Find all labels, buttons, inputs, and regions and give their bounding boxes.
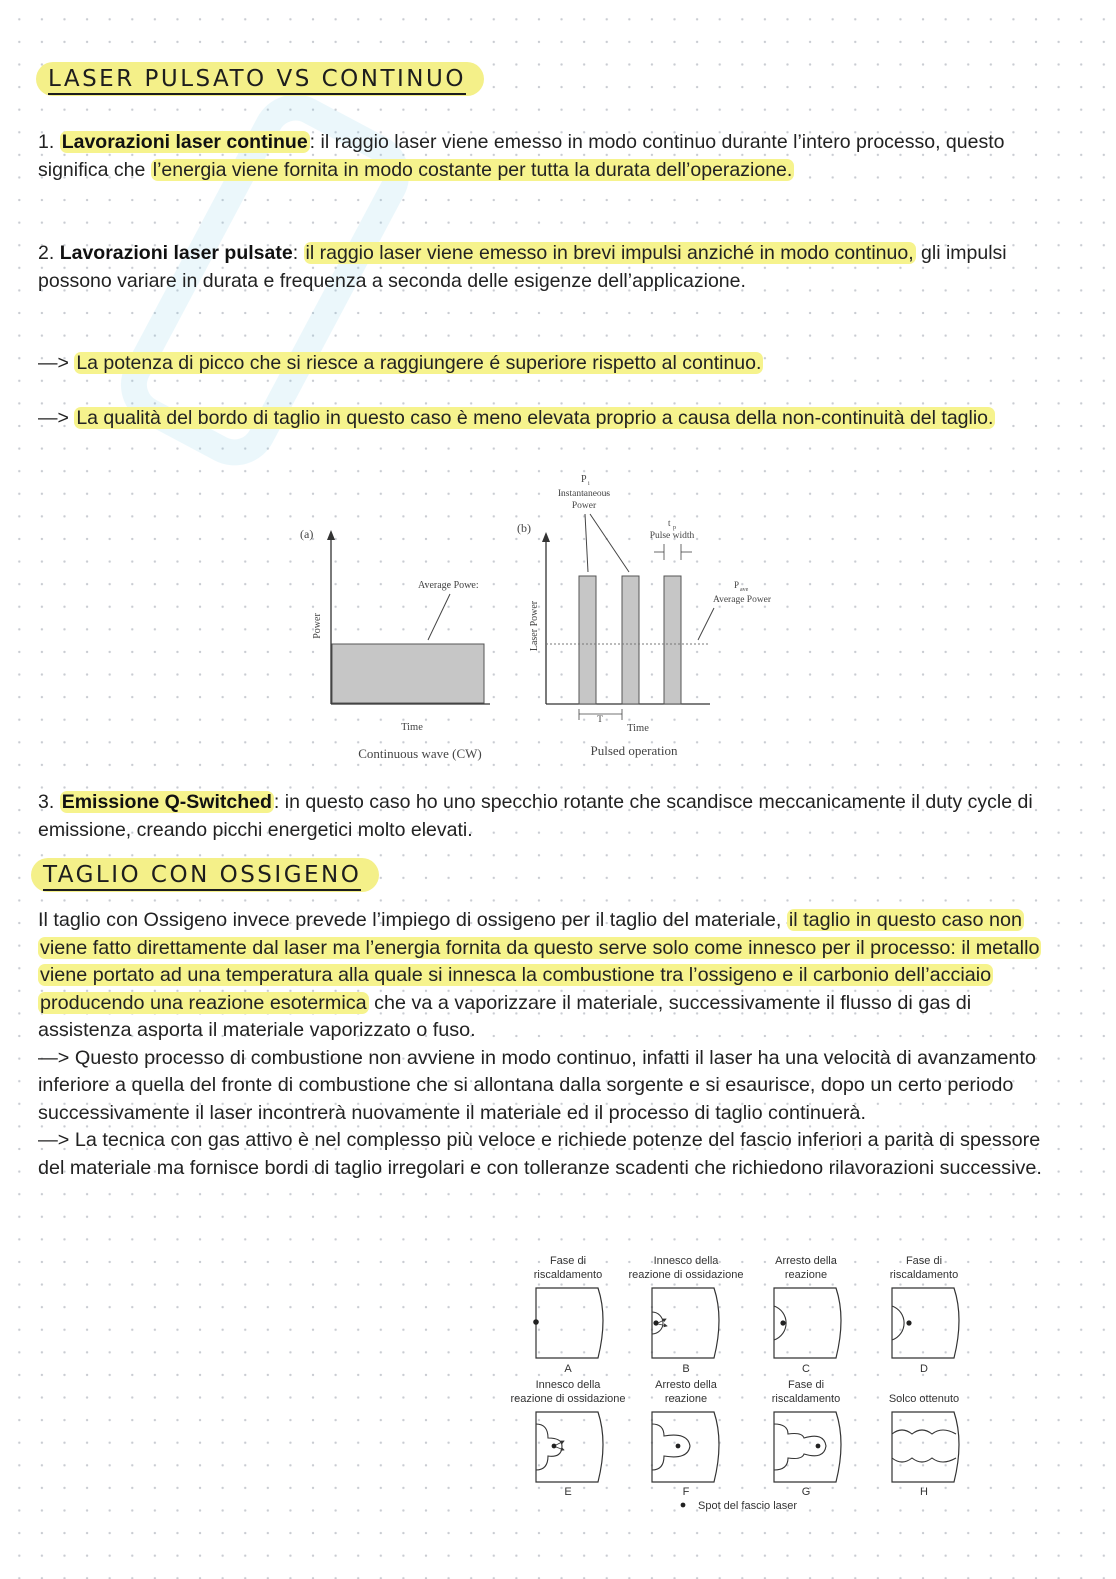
heading-taglio-ossigeno: TAGLIO CON OSSIGENO [31, 858, 379, 892]
paragraph-taglio-ossigeno: Il taglio con Ossigeno invece prevede l’impiego di ossigeno per il taglio del materiale, il taglio in questo caso non viene fatto direttamente dal laser ma l’energia fornita da questo serve solo come innesco per il processo: il metallo viene portato ad una temperatura alla quale si innesca la combustione tra l’ossigeno e il carbonio dell’acciaio producendo una reazione esotermica che va a vaporizzare il materiale, successivamente il flusso di gas di assistenza asporta il materiale vaporizzato o fuso. —> Questo processo di combustione non avviene in modo continuo, infatti il laser ha una velocità di avanzamento inferiore a quella del fronte di combustione che si allontana dalla sorgente e si esaurisce, dopo un certo periodo successivamente il laser incontrerà nuovamente il materiale ed il processo di taglio continuerà. —> La tecnica con gas attivo è nel complesso più veloce e richiede potenze del fascio inferiori a parità di spessore del materiale ma fornisce bordi di taglio irregolari e con tolleranze scadenti che richiedono rilavorazioni successive. [38, 907, 1068, 1182]
stage-d-label-1: Fase di [905, 1255, 943, 1267]
stage-h-panel [892, 1412, 959, 1482]
fig-b-inst-pointer-2 [590, 514, 629, 572]
fig-b-caption: Pulsed operation [590, 743, 678, 758]
note-qualita-bordo: —> La qualità del bordo di taglio in questo caso è meno elevata proprio a causa della non-continuità del taglio. [38, 407, 994, 429]
note-gas-attivo: —> La tecnica con gas attivo è nel complesso più veloce e richiede potenze del fascio inferiori a parità di spessore del materiale ma fornisce bordi di taglio irregolari e con tolleranze scadenti che richiedono rilavorazioni successive. [38, 1129, 1042, 1179]
stage-c-label-2: reazione [784, 1269, 828, 1281]
fig-a-y-arrow [327, 530, 335, 540]
stage-g-label-2: riscaldamento [771, 1393, 841, 1405]
stage-h-letter: H [920, 1486, 928, 1498]
stage-a-panel [533, 1288, 603, 1358]
stage-f-label-2: reazione [664, 1393, 708, 1405]
stage-c-label-1: Arresto della [775, 1255, 837, 1267]
stage-d-letter: D [920, 1363, 928, 1375]
stage-e-label-1: Innesco della [535, 1379, 601, 1391]
stage-e-panel [536, 1412, 603, 1482]
stage-f-letter: F [682, 1486, 690, 1498]
fig-a-xlabel: Time [401, 722, 423, 733]
fig-b-pave: P [734, 580, 740, 590]
figure-cw-vs-pulsed [290, 468, 810, 768]
paragraph-q-switched: 3. Emissione Q-Switched : in questo caso ho uno specchio rotante che scandisce meccanicamente il duty cycle di emissione, creando picchi energetici molto elevati. [38, 791, 1033, 841]
fig-a-cw-power-area [332, 644, 484, 703]
stage-g-letter: G [801, 1486, 811, 1498]
fig-b-pi: P [581, 474, 587, 485]
fig-b-tp: t [668, 518, 671, 528]
fig-b-tag: (b) [517, 521, 531, 535]
fig-b-inst-pointer-1 [585, 514, 588, 572]
fig-b-pulse-width: Pulse width [649, 531, 695, 541]
stage-d-label-2: riscaldamento [889, 1269, 959, 1281]
stage-g-panel [774, 1412, 841, 1482]
fig-a-avg-label: Average Powe: [418, 580, 479, 591]
fig-b-tp-sub: p [673, 525, 676, 531]
stage-e-label-2: reazione di ossidazione [510, 1393, 626, 1405]
fig-b-avg-label: Average Power [712, 595, 772, 605]
paragraph-laser-pulsate: 2. Lavorazioni laser pulsate: il raggio laser viene emesso in brevi impulsi anziché in modo continuo, gli impulsi possono variare in durata e frequenza a seconda delle esigenze dell’applicazione. [38, 242, 1007, 292]
fig-a-avg-pointer [428, 594, 450, 640]
fig-b-pave-sub: ave [740, 587, 749, 593]
stage-h-label-1: Solco ottenuto [888, 1393, 960, 1405]
fig-b-inst-line2: Power [571, 501, 597, 511]
fig-b-inst-line1: Instantaneous [557, 489, 611, 499]
stage-d-panel [892, 1288, 959, 1358]
stage-a-label-1: Fase di [549, 1255, 587, 1267]
paragraph-laser-continue: 1. Lavorazioni laser continue : il raggio laser viene emesso in modo continuo durante l’intero processo, questo significa che l’energia viene fornita in modo costante per tutta la durata dell’operazione. [38, 131, 1005, 181]
fig-b-T: T [597, 715, 603, 725]
stage-a-letter: A [564, 1363, 572, 1375]
fig-b-ylabel: Laser Power [529, 600, 540, 652]
fig-a-ylabel: Power [312, 613, 323, 639]
figure-taglio-ossigeno-fasi [496, 1246, 996, 1521]
fig-b-pulse-2 [622, 576, 639, 704]
stage-e-letter: E [564, 1486, 572, 1498]
stage-a-label-2: riscaldamento [533, 1269, 603, 1281]
stage-f-label-1: Arresto della [655, 1379, 717, 1391]
heading-laser-pulsato: LASER PULSATO VS CONTINUO [36, 62, 484, 96]
stage-b-panel [652, 1288, 719, 1358]
fig-b-pi-sub: i [588, 481, 590, 487]
fig-a-tag: (a) [300, 527, 314, 541]
stage-b-letter: B [682, 1363, 690, 1375]
stage-c-letter: C [802, 1363, 810, 1375]
fig-b-avg-pointer [698, 608, 714, 640]
fig-b-xlabel: Time [627, 723, 649, 734]
stage-c-panel [774, 1288, 841, 1358]
legend-label: Spot del fascio laser [698, 1500, 798, 1512]
stage-b-label-1: Innesco della [653, 1255, 719, 1267]
fig-b-pulse-1 [579, 576, 596, 704]
fig-b-pulse-3 [664, 576, 681, 704]
legend-dot [681, 1503, 686, 1508]
stage-f-panel [652, 1412, 719, 1482]
note-potenza-picco: —> La potenza di picco che si riesce a raggiungere é superiore rispetto al continuo. [38, 352, 762, 374]
stage-b-label-2: reazione di ossidazione [628, 1269, 744, 1281]
stage-g-label-1: Fase di [787, 1379, 825, 1391]
fig-a-caption: Continuous wave (CW) [358, 746, 482, 761]
note-combustione: —> Questo processo di combustione non avviene in modo continuo, infatti il laser ha una velocità di avanzamento inferiore a quella del fronte di combustione che si allontana dalla sorgente e si esaurisce, dopo un certo periodo successivamente il laser incontrerà nuovamente il materiale ed il processo di taglio continuerà. [38, 1046, 1036, 1124]
fig-b-y-arrow [542, 532, 550, 542]
